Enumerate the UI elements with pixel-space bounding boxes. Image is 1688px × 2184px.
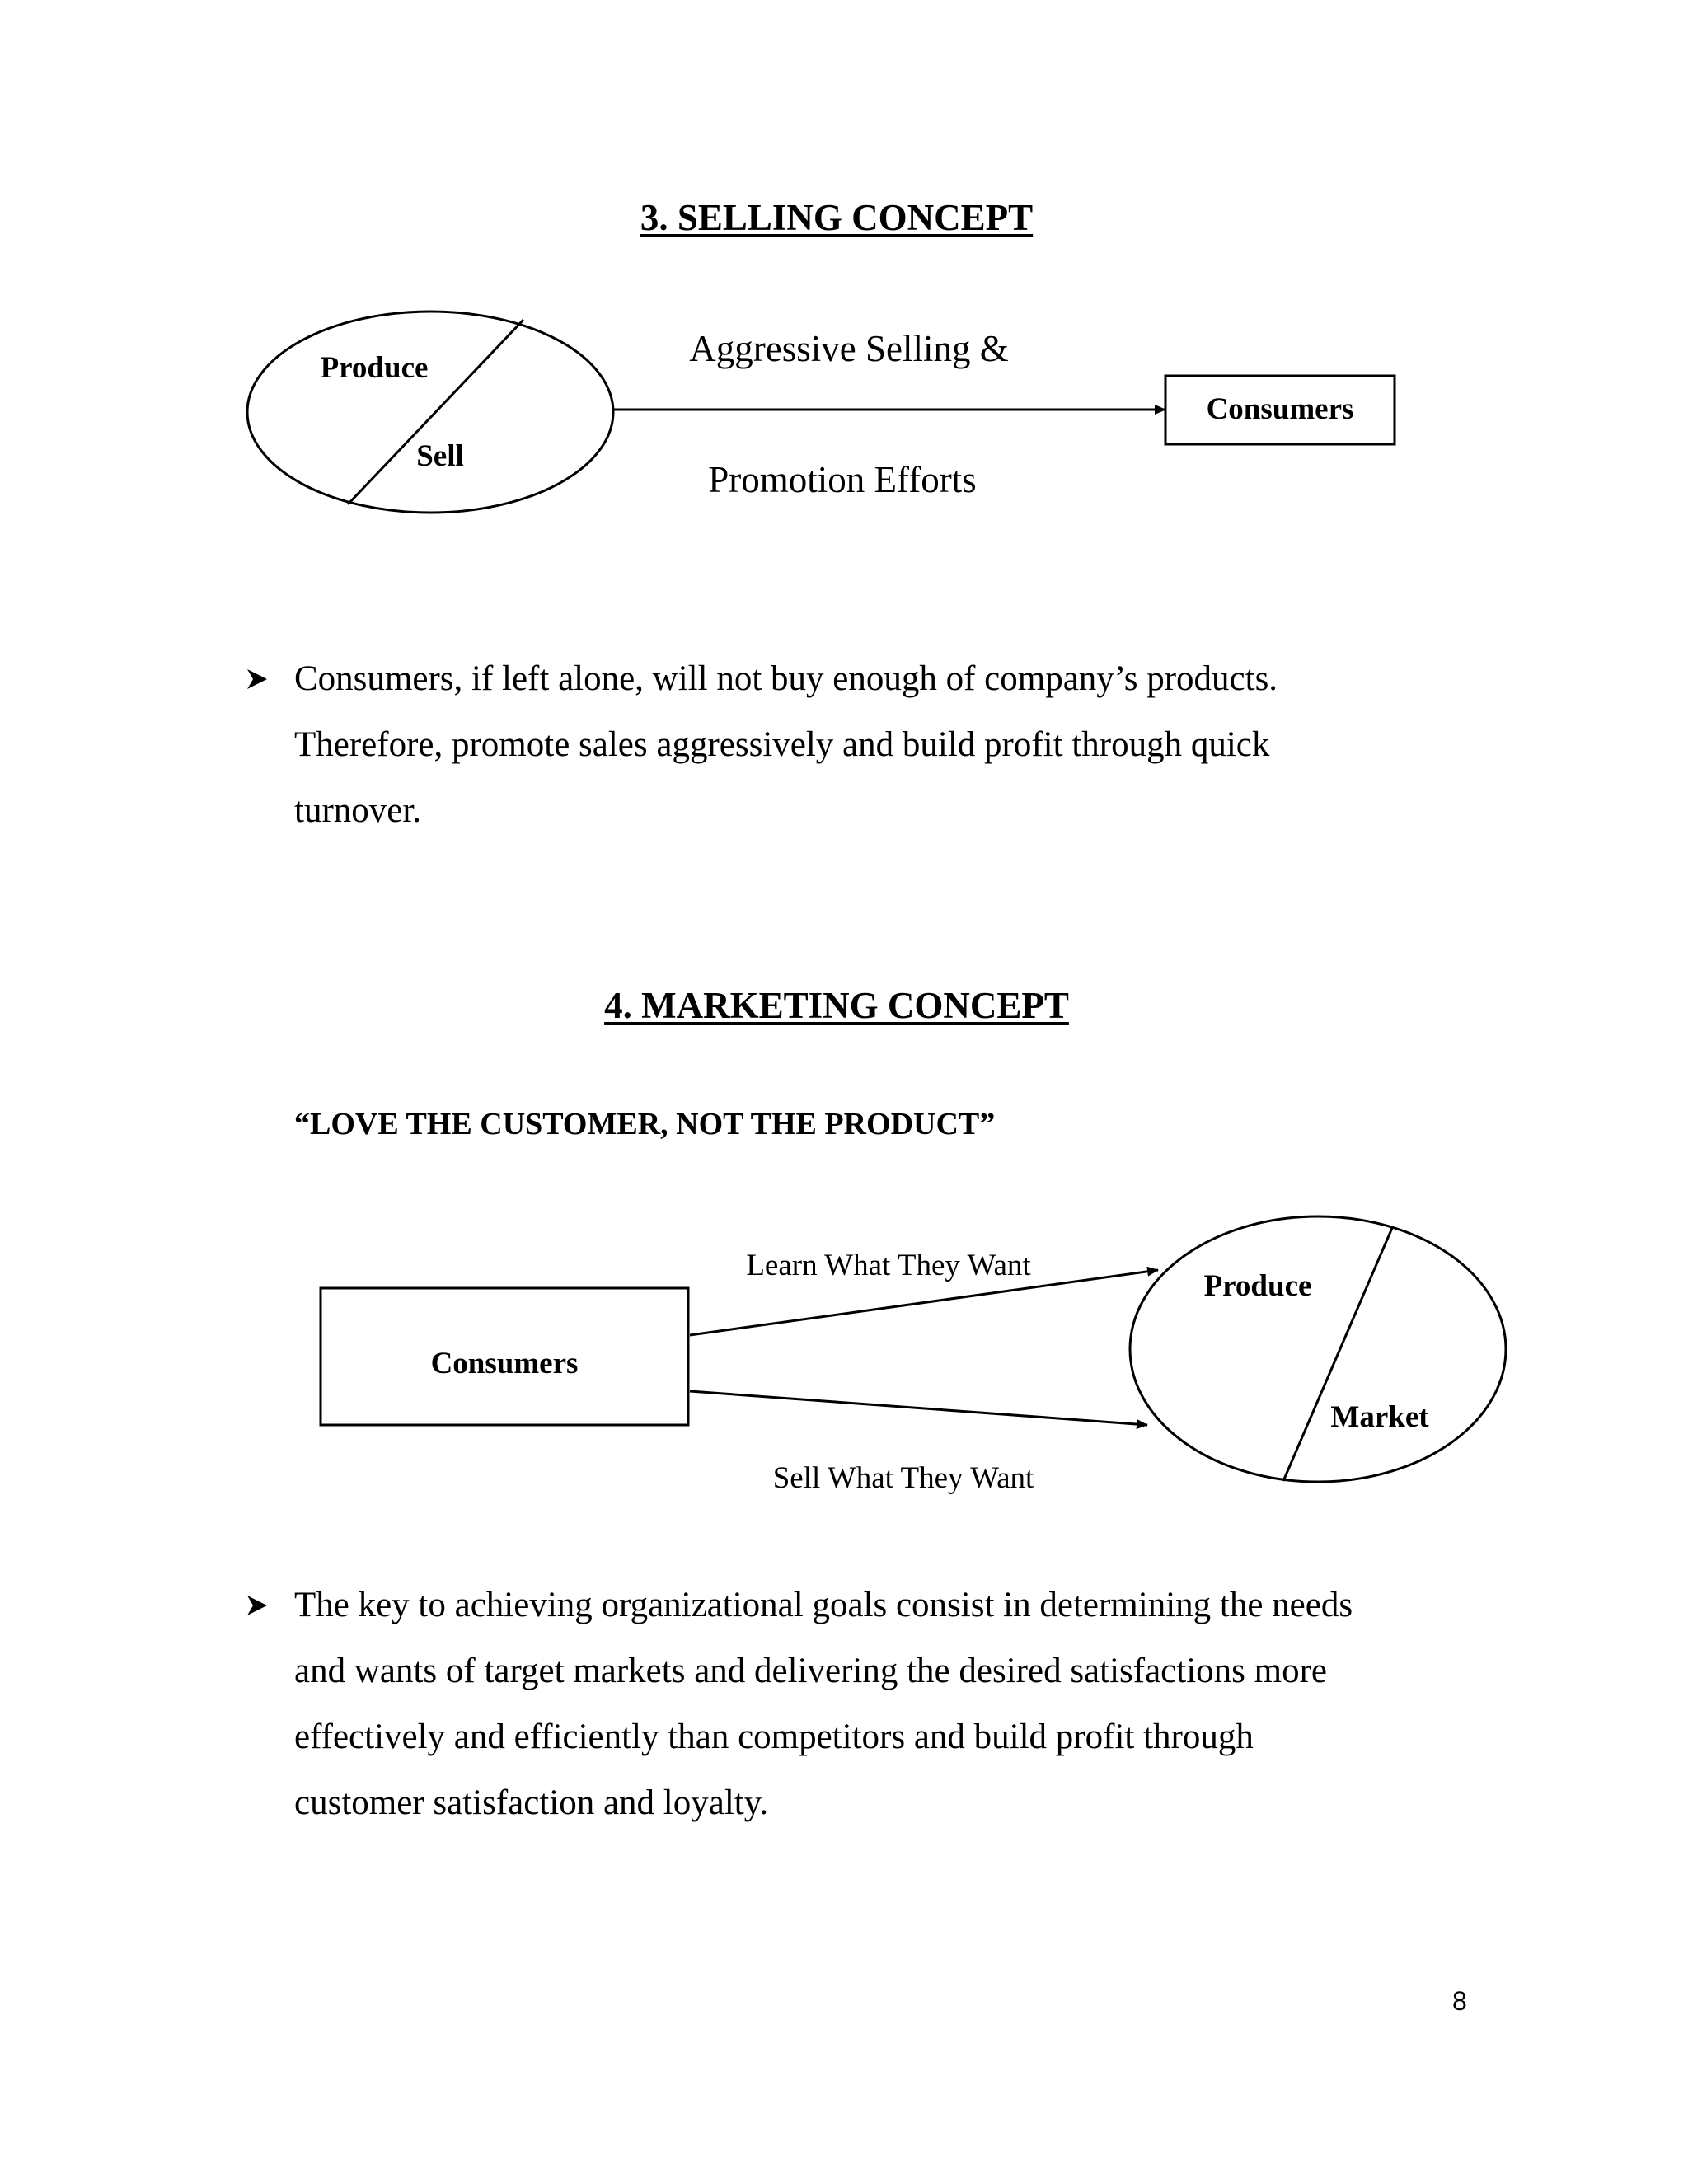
selling-bullet-line: turnover. — [294, 791, 422, 830]
marketing-produce-label: Produce — [1203, 1269, 1312, 1303]
selling-bullet-paragraph — [294, 646, 1278, 844]
marketing-bullet-line: and wants of target markets and delivering the desired satisfactions more — [294, 1652, 1327, 1690]
marketing-bullet-line: customer satisfaction and loyalty. — [294, 1783, 769, 1822]
ellipse-divider-line — [348, 320, 523, 504]
selling-bullet-line: Consumers, if left alone, will not buy enough of company’s products. — [294, 659, 1278, 698]
produce-sell-ellipse — [247, 312, 613, 513]
sell-arrow — [690, 1391, 1147, 1425]
marketing-bullet-line: The key to achieving organizational goals consist in determining the needs — [294, 1586, 1353, 1624]
selling-produce-label: Produce — [320, 351, 429, 385]
sell-what-they-want-label: Sell What They Want — [772, 1461, 1034, 1495]
selling-bullet-line: Therefore, promote sales aggressively and build profit through quick — [294, 725, 1270, 764]
marketing-bullet-paragraph — [294, 1572, 1353, 1836]
marketing-slogan: “LOVE THE CUSTOMER, NOT THE PRODUCT” — [294, 1107, 996, 1141]
page-number: 8 — [1452, 1986, 1467, 2016]
selling-consumers-label: Consumers — [1206, 392, 1354, 426]
arrowhead-bullet-icon — [245, 646, 270, 712]
selling-concept-heading: 3. SELLING CONCEPT — [640, 197, 1034, 238]
marketing-concept-heading: 4. MARKETING CONCEPT — [604, 985, 1069, 1026]
produce-market-ellipse — [1130, 1216, 1506, 1482]
promotion-efforts-label: Promotion Efforts — [708, 459, 977, 500]
ellipse-divider-line — [1283, 1228, 1392, 1481]
aggressive-selling-label: Aggressive Selling & — [689, 328, 1009, 369]
marketing-consumers-label: Consumers — [430, 1347, 579, 1380]
arrowhead-bullet-icon — [245, 1572, 270, 1638]
marketing-market-label: Market — [1330, 1400, 1429, 1434]
selling-sell-label: Sell — [416, 439, 464, 473]
marketing-concept-diagram — [0, 1187, 1688, 1500]
learn-what-they-want-label: Learn What They Want — [746, 1249, 1031, 1282]
marketing-bullet-line: effectively and efficiently than competitors and build profit through — [294, 1718, 1254, 1756]
selling-concept-diagram — [0, 0, 1688, 593]
